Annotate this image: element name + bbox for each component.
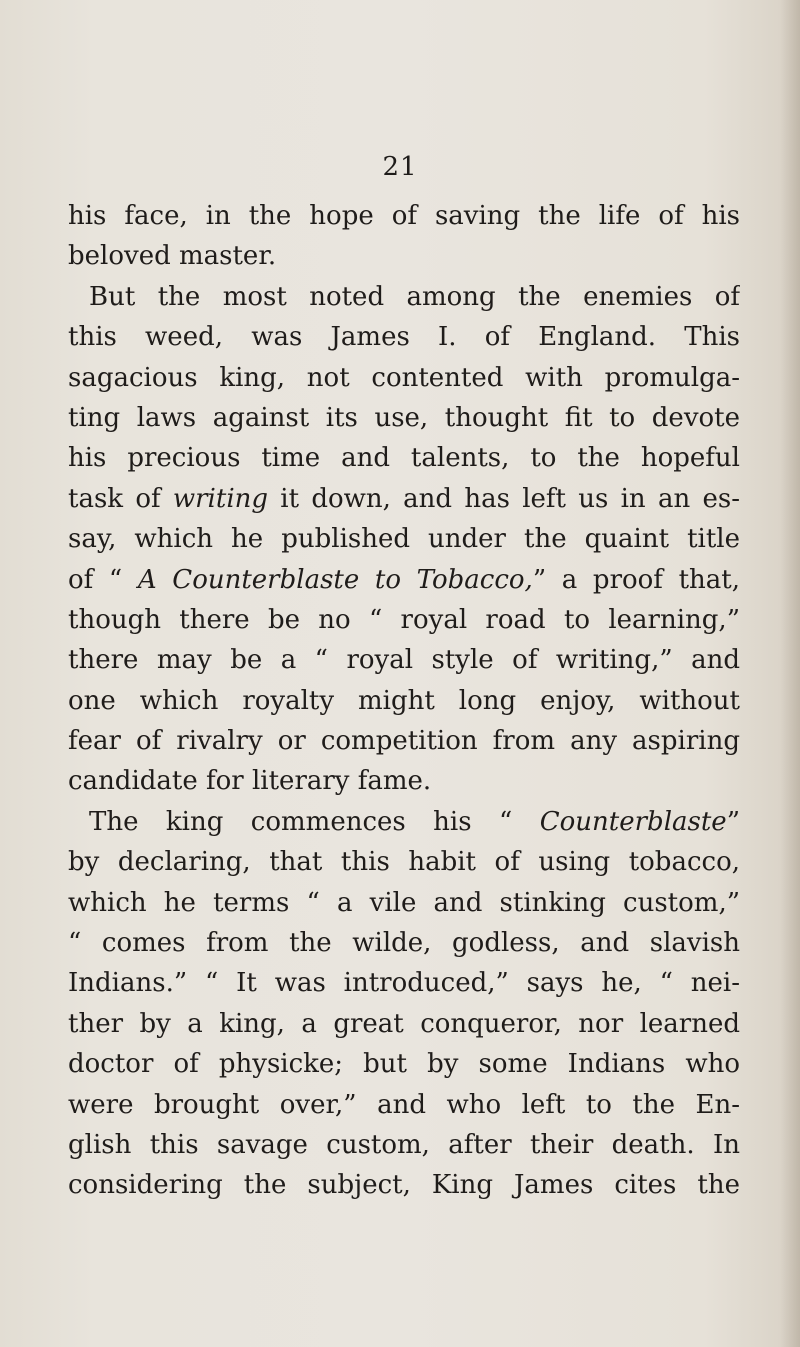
text-segment: sagacious king, not contented with promulga-: [68, 362, 740, 393]
text-segment: doctor of physicke; but by some Indians who: [68, 1049, 740, 1080]
text-segment: task of: [68, 483, 173, 514]
text-line: [68, 1004, 740, 1044]
text-segment: ” a proof that,: [532, 564, 740, 595]
text-segment: ther by a king, a great conqueror, nor learned: [68, 1008, 740, 1039]
text-line: [68, 236, 740, 276]
page-number: 21: [382, 152, 418, 182]
text-line: [68, 600, 740, 640]
text-segment: this weed, was James I. of England. This: [68, 322, 740, 353]
text-line: [68, 883, 740, 923]
text-line: [68, 519, 740, 559]
text-line: [68, 1165, 740, 1205]
italic-text: A Counterblaste to Tobacco,: [137, 564, 533, 595]
text-line: [68, 479, 740, 519]
text-segment: though there be no “ royal road to learning,”: [68, 604, 740, 635]
text-segment: were brought over,” and who left to the En-: [68, 1089, 740, 1120]
text-segment: ”: [726, 806, 740, 837]
italic-text: Counterblaste: [539, 806, 727, 837]
text-line: [68, 358, 740, 398]
text-segment: one which royalty might long enjoy, without: [68, 685, 740, 716]
italic-text: writing: [172, 483, 269, 514]
text-line: [68, 681, 740, 721]
text-line: [68, 277, 740, 317]
text-segment: by declaring, that this habit of using tobacco,: [68, 847, 740, 878]
text-line: [68, 923, 740, 963]
text-segment: candidate for literary fame.: [68, 766, 432, 797]
text-line: [68, 1044, 740, 1084]
text-line: [68, 196, 740, 236]
text-line: [68, 721, 740, 761]
text-segment: The king commences his “: [89, 806, 540, 837]
text-segment: say, which he published under the quaint title: [68, 524, 740, 555]
text-line: [68, 317, 740, 357]
text-segment: which he terms “ a vile and stinking custom,”: [68, 887, 740, 918]
text-line: [68, 438, 740, 478]
text-segment: his precious time and talents, to the hopeful: [68, 443, 740, 474]
text-segment: glish this savage custom, after their death. In: [68, 1129, 740, 1160]
text-segment: ting laws against its use, thought fit to devote: [68, 402, 740, 433]
text-segment: fear of rivalry or competition from any aspiring: [68, 726, 740, 757]
text-line: [68, 963, 740, 1003]
text-segment: his face, in the hope of saving the life of his: [68, 201, 740, 231]
page-edge-shadow: [780, 0, 800, 1347]
text-segment: it down, and has left us in an es-: [268, 483, 740, 514]
text-segment: considering the subject, King James cites the: [68, 1170, 740, 1201]
text-line: [68, 802, 740, 842]
text-segment: beloved master.: [68, 241, 277, 272]
text-segment: Indians.” “ It was introduced,” says he, “ nei-: [68, 968, 740, 999]
text-line: [68, 398, 740, 438]
text-line: [68, 1125, 740, 1165]
text-segment: there may be a “ royal style of writing,” and: [68, 645, 740, 676]
text-line: [68, 1085, 740, 1125]
body-text: [68, 196, 740, 1206]
text-line: [68, 761, 740, 801]
text-segment: “ comes from the wilde, godless, and slavish: [68, 928, 740, 959]
text-segment: But the most noted among the enemies of: [89, 281, 740, 312]
text-line: [68, 560, 740, 600]
text-line: [68, 640, 740, 680]
text-line: [68, 842, 740, 882]
text-segment: of “: [68, 564, 138, 595]
